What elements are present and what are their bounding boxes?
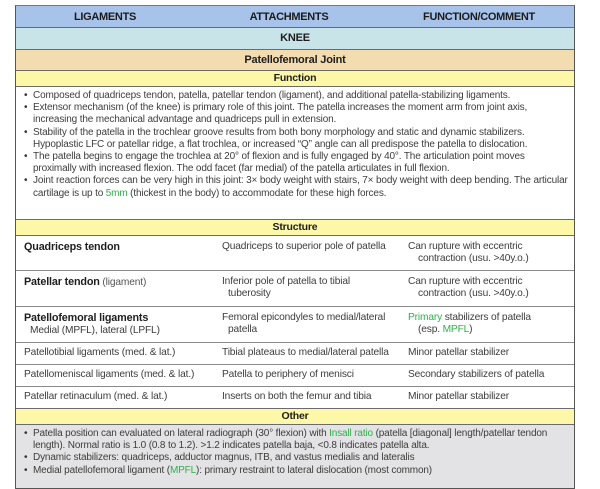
joint-heading: Patellofemoral Joint bbox=[16, 50, 574, 71]
attachment-text: Femoral epicondyles to medial/lateral bbox=[222, 312, 386, 323]
other-bullet bbox=[24, 465, 568, 477]
ligament-note: (ligament) bbox=[99, 277, 147, 288]
comment-cell: Minor patellar stabilizer bbox=[408, 391, 509, 402]
column-header-ligaments: LIGAMENTS bbox=[73, 10, 137, 23]
table-row bbox=[16, 307, 574, 343]
comment-cell bbox=[402, 271, 574, 306]
other-section-body bbox=[16, 425, 574, 488]
table-row bbox=[16, 271, 574, 307]
other-section-heading: Other bbox=[16, 409, 574, 425]
function-bullet-list bbox=[24, 90, 568, 200]
structure-section-heading: Structure bbox=[16, 220, 574, 236]
attachment-cell: Patella to periphery of menisci bbox=[222, 369, 354, 380]
highlight-term: MPFL bbox=[442, 324, 470, 336]
comment-text: Can rupture with eccentric bbox=[408, 241, 523, 252]
attachment-cell: Quadriceps to superior pole of patella bbox=[222, 241, 386, 252]
region-heading: KNEE bbox=[16, 28, 574, 50]
ligaments-table bbox=[15, 5, 575, 489]
attachment-cell: Tibial plateaus to medial/lateral patella bbox=[222, 347, 389, 358]
function-bullet: • Stability of the patella in the trochlear groove results from both bony morphology and static and dynamic stabilizers. Hypoplastic LFC or patellar ridge, a flat trochlea, or increased “Q” angle can all predispose the patella to dislocation. bbox=[24, 127, 568, 151]
bullet-text: Joint reaction forces can be very high in this joint: 3× body weight with stairs, 7× body weight with deep bending. The articular cartilage is up to bbox=[33, 175, 568, 199]
other-bullet bbox=[24, 428, 568, 452]
bullet-text: (thickest in the body) to accommodate for these high forces. bbox=[127, 187, 387, 199]
ligament-name: Patellotibial ligaments (med. & lat.) bbox=[24, 347, 176, 358]
comment-cell bbox=[402, 307, 574, 342]
ligament-name: Patellomeniscal ligaments (med. & lat.) bbox=[24, 369, 195, 380]
column-header-attachments: ATTACHMENTS bbox=[249, 10, 329, 23]
ligament-name: Quadriceps tendon bbox=[24, 241, 120, 253]
table-row bbox=[16, 343, 574, 365]
comment-text: Can rupture with eccentric bbox=[408, 276, 523, 287]
function-section-body bbox=[16, 87, 574, 220]
highlight-term: Insall ratio bbox=[329, 428, 373, 439]
table-row bbox=[16, 365, 574, 387]
ligament-name: Patellar retinaculum (med. & lat.) bbox=[24, 391, 168, 402]
ligament-subtext: Medial (MPFL), lateral (LPFL) bbox=[30, 325, 160, 337]
ligament-name: Patellofemoral ligaments bbox=[24, 312, 149, 324]
function-bullet: • Extensor mechanism (of the knee) is primary role of this joint. The patella increases the moment arm from joint axis, increasing the mechanical advantage and quadriceps pull in extension. bbox=[24, 102, 568, 126]
attachment-cell bbox=[216, 271, 402, 306]
highlight-term: 5mm bbox=[105, 187, 128, 199]
attachment-cell bbox=[216, 307, 402, 342]
table-header bbox=[16, 6, 574, 28]
highlight-term: Primary bbox=[408, 312, 443, 323]
attachment-text: tuberosity bbox=[228, 288, 271, 300]
comment-text: contraction (usu. >40y.o.) bbox=[418, 288, 529, 300]
highlight-term: MPFL bbox=[169, 464, 197, 476]
bullet-text: ): primary restraint to lateral dislocation (most common) bbox=[196, 464, 432, 476]
bullet-text: (patella [diagonal] length/patellar tendon length). Normal ratio is 1.0 (0.8 to 1.2). >1.2 indicates patella baja, <0.8 indicates patella alta. bbox=[33, 428, 548, 452]
function-bullet bbox=[24, 175, 568, 199]
attachment-text: Inferior pole of patella to tibial bbox=[222, 276, 350, 287]
comment-cell bbox=[402, 236, 574, 270]
comment-cell: Secondary stabilizers of patella bbox=[408, 369, 545, 380]
table-row bbox=[16, 236, 574, 271]
comment-text: ) bbox=[469, 324, 473, 336]
other-bullet: • Dynamic stabilizers: quadriceps, adductor magnus, ITB, and vastus medialis and lateralis bbox=[24, 452, 568, 464]
other-bullet-list bbox=[24, 428, 568, 477]
comment-text: (esp. bbox=[418, 324, 443, 336]
function-section-heading: Function bbox=[16, 71, 574, 87]
table-row bbox=[16, 387, 574, 409]
function-bullet: • Composed of quadriceps tendon, patella, patellar tendon (ligament), and additional patella-stabilizing ligaments. bbox=[24, 90, 568, 102]
function-bullet: • The patella begins to engage the trochlea at 20° of flexion and is fully engaged by 40°. The articulation point moves proximally with increased flexion. The odd facet (far medial) of the patella articulates in full flexion. bbox=[24, 151, 568, 175]
comment-text: contraction (usu. >40y.o.) bbox=[418, 253, 529, 265]
comment-text: stabilizers of patella bbox=[442, 312, 531, 323]
ligament-name: Patellar tendon bbox=[24, 276, 100, 288]
comment-cell: Minor patellar stabilizer bbox=[408, 347, 509, 358]
attachment-text: patella bbox=[228, 324, 257, 336]
bullet-text: Patella position can evaluated on lateral radiograph (30° flexion) with bbox=[33, 428, 330, 439]
bullet-text: Medial patellofemoral ligament ( bbox=[33, 464, 170, 476]
attachment-cell: Inserts on both the femur and tibia bbox=[222, 391, 372, 402]
column-header-function: FUNCTION/COMMENT bbox=[423, 10, 535, 23]
